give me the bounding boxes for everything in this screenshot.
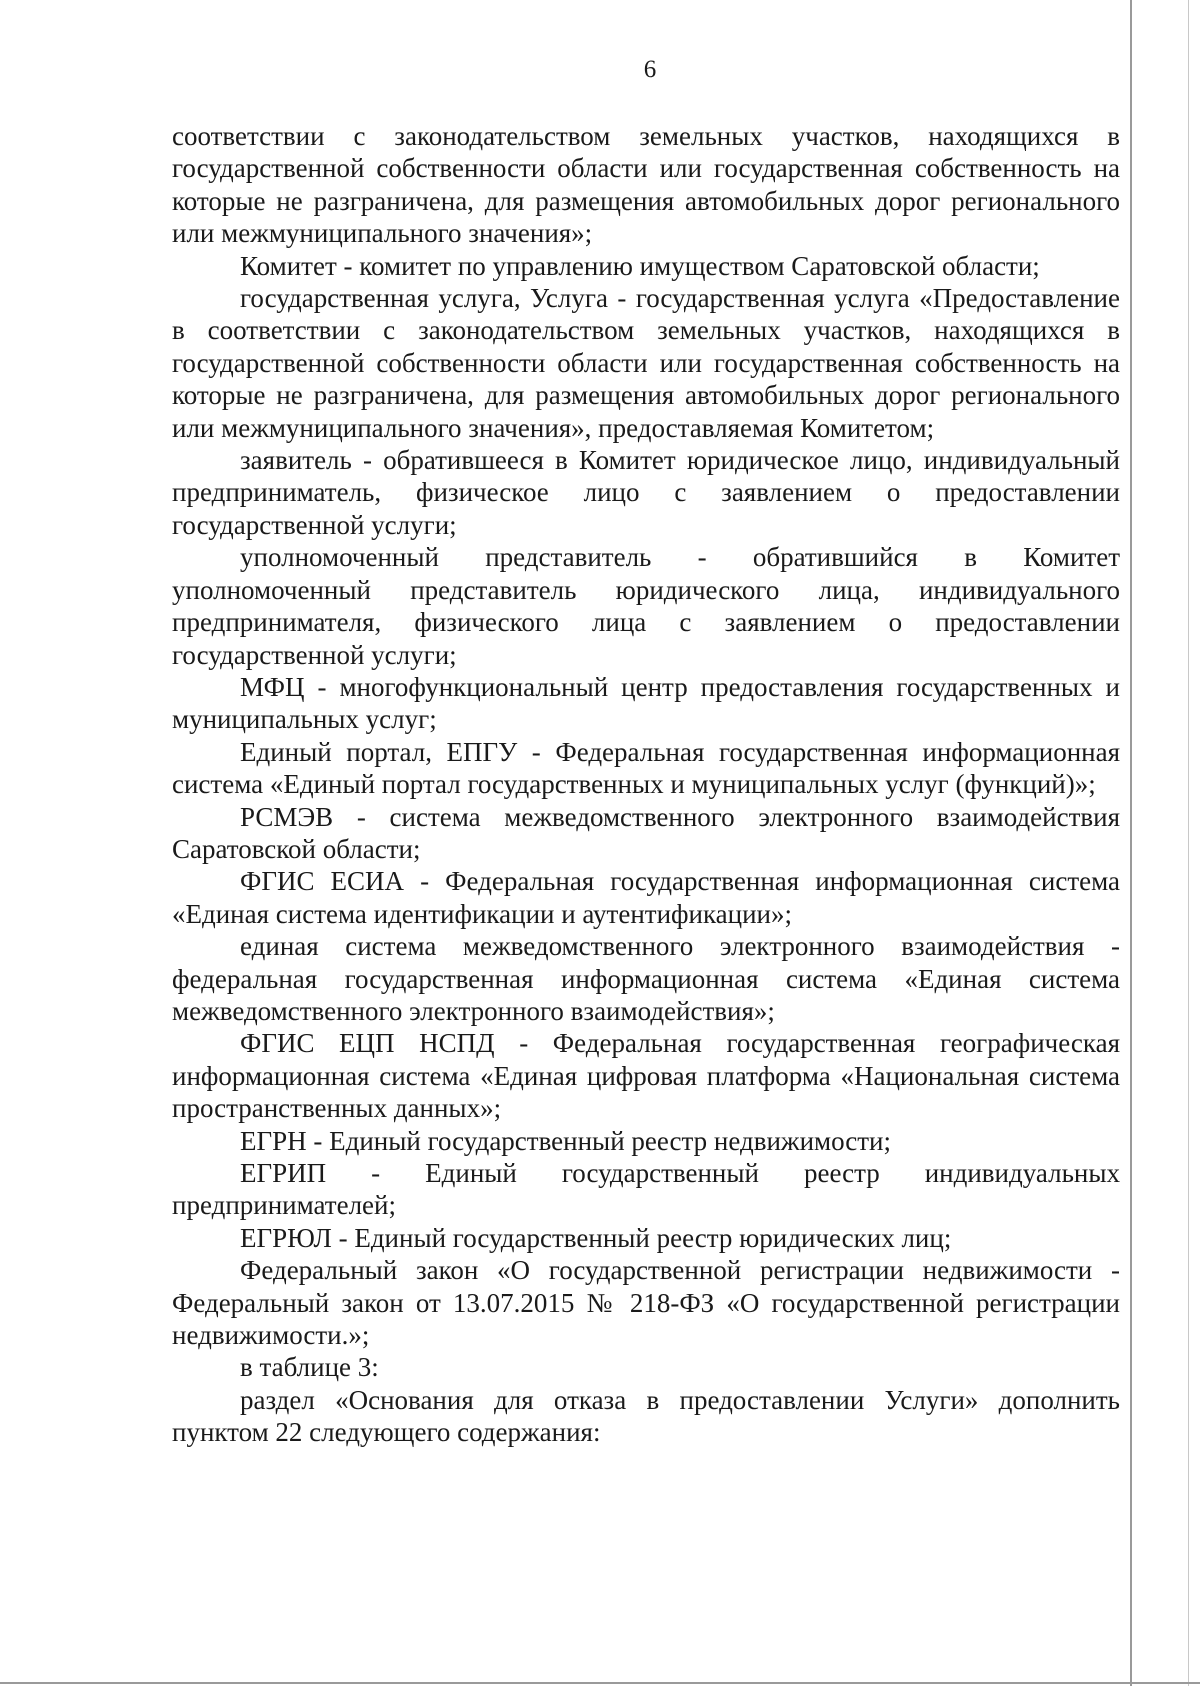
paragraph-definition-egrip: ЕГРИП - Единый государственный реестр индивидуальных предпринимателей;	[172, 1158, 1120, 1221]
paragraph-definition-mfc: МФЦ - многофункциональный центр предоставления государственных и муниципальных услуг;	[172, 671, 1120, 735]
paragraph-definition-fgis-esia: ФГИС ЕСИА - Федеральная государственная информационная система «Единая система идентификации и аутентификации»;	[172, 866, 1120, 929]
scan-edge-right-outer	[1188, 0, 1189, 1686]
paragraph-table-3: в таблице 3:	[240, 1352, 379, 1383]
paragraph-definition-smev: единая система межведомственного электронного взаимодействия - федеральная государственная информационная система «Единая система межведомственного электронного взаимодействия»;	[172, 931, 1120, 1026]
paragraph-definition-epgu: Единый портал, ЕПГУ - Федеральная государственная информационная система «Единый портал государственных и муниципальных услуг (функций)»;	[172, 736, 1120, 800]
scan-edge-right	[1130, 0, 1132, 1686]
paragraph-definition-rsmev: РСМЭВ - система межведомственного электронного взаимодействия Саратовской области;	[172, 801, 1120, 864]
paragraph-definition-federal-law: Федеральный закон «О государственной регистрации недвижимости - Федеральный закон от 13.07.2015 № 218-ФЗ «О государственной регистрации недвижимости.»;	[172, 1255, 1120, 1351]
paragraph-definition-komitet: Комитет - комитет по управлению имуществом Саратовской области;	[240, 250, 1040, 281]
document-body	[172, 120, 1120, 1449]
paragraph-definition-egryul: ЕГРЮЛ - Единый государственный реестр юридических лиц;	[240, 1222, 952, 1253]
paragraph-definition-nspd: ФГИС ЕЦП НСПД - Федеральная государственная географическая информационная система «Единая цифровая платформа «Национальная система пространственных данных»;	[172, 1028, 1120, 1124]
paragraph-definition-egrn: ЕГРН - Единый государственный реестр недвижимости;	[240, 1125, 892, 1156]
paragraph-definition-usluga: государственная услуга, Услуга - государственная услуга «Предоставление в соответствии с законодательством земельных участков, находящихся в государственной собственности области или государственная собственность на которые не разграничена, для размещения автомобильных дорог регионального или межмуниципального значения», предоставляемая Комитетом;	[172, 283, 1120, 443]
paragraph-continuation: соответствии с законодательством земельных участков, находящихся в государственной собственности области или государственная собственность на которые не разграничена, для размещения автомобильных дорог регионального или межмуниципального значения»;	[172, 121, 1120, 249]
page-number: 6	[643, 56, 657, 83]
scan-edge-bottom	[0, 1682, 1200, 1684]
paragraph-section-amendment: раздел «Основания для отказа в предоставлении Услуги» дополнить пунктом 22 следующего содержания:	[172, 1384, 1120, 1448]
paragraph-definition-predstavitel: уполномоченный представитель - обратившийся в Комитет уполномоченный представитель юридического лица, индивидуального предпринимателя, физического лица с заявлением о предоставлении государственной услуги;	[172, 542, 1120, 670]
paragraph-definition-zayavitel: заявитель - обратившееся в Комитет юридическое лицо, индивидуальный предприниматель, физическое лицо с заявлением о предоставлении государственной услуги;	[172, 445, 1120, 540]
